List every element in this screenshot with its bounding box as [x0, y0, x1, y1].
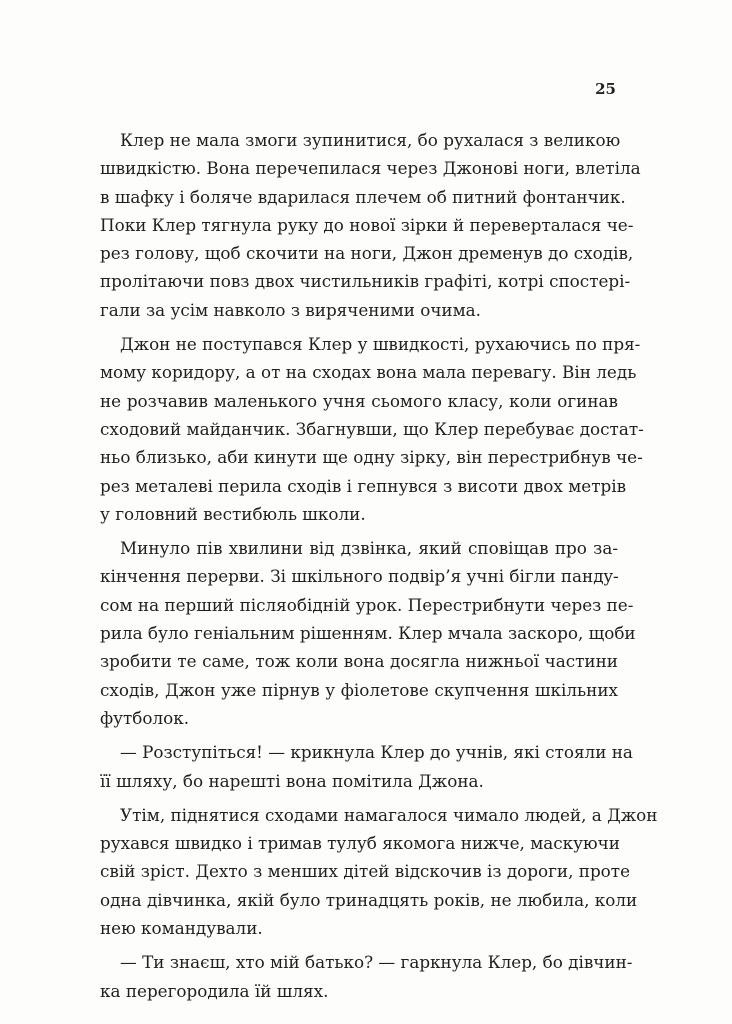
text-line: рез голову, щоб скочити на ноги, Джон дременув до сходів,	[100, 243, 634, 264]
text-line: нею командували.	[100, 918, 263, 939]
text-line: рез металеві перила сходів і гепнувся з висоти двох метрів	[100, 475, 627, 496]
text-line: ньо близько, аби кинути ще одну зірку, він перестрибнув че-	[100, 447, 643, 468]
text-line: Джон не поступався Клер у швидкості, рухаючись по пря-	[120, 334, 641, 355]
text-line: пролітаючи повз двох чистильників графіті, котрі спостері-	[100, 271, 631, 292]
paragraph	[100, 330, 644, 528]
body-text	[100, 126, 658, 1005]
text-line: рухався швидко і тримав тулуб якомога нижче, маскуючи	[100, 833, 620, 854]
text-line: зробити те саме, тож коли вона досягла нижньої частини	[100, 651, 618, 672]
text-line: швидкістю. Вона перечепилася через Джонові ноги, влетіла	[100, 158, 641, 179]
text-line: одна дівчинка, якій було тринадцять років, не любила, коли	[100, 889, 638, 910]
page-number: 25	[595, 80, 616, 98]
text-line: Утім, піднятися сходами намагалося чимало людей, а Джон	[120, 804, 658, 825]
text-line: в шафку і боляче вдарилася плечем об питний фонтанчик.	[100, 186, 626, 207]
text-line: свій зріст. Дехто з менших дітей відскочив із дороги, проте	[100, 861, 631, 882]
text-line: рила було геніальним рішенням. Клер мчала заскоро, щоби	[100, 623, 636, 644]
paragraph	[100, 126, 641, 324]
text-line: мому коридору, а от на сходах вона мала перевагу. Він ледь	[100, 362, 637, 383]
text-line: — Ти знаєш, хто мій батько? — гаркнула Клер, бо дівчин-	[120, 952, 633, 973]
text-line: ка перегородила їй шлях.	[100, 980, 329, 1001]
text-line: у головний вестибюль школи.	[100, 503, 366, 524]
text-line: сходовий майданчик. Збагнувши, що Клер перебуває достат-	[100, 418, 644, 439]
paragraph	[100, 534, 636, 732]
text-line: її шляху, бо нарешті вона помітила Джона.	[100, 770, 484, 791]
paragraph	[100, 738, 633, 795]
paragraph	[100, 948, 633, 1005]
paragraph	[100, 801, 658, 942]
text-line: — Розступіться! — крикнула Клер до учнів, які стояли на	[120, 742, 633, 763]
text-line: сходів, Джон уже пірнув у фіолетове скупчення шкільних	[100, 679, 618, 700]
text-line: сом на перший післяобідній урок. Перестрибнути через пе-	[100, 594, 634, 615]
text-line: не розчавив маленького учня сьомого класу, коли огинав	[100, 390, 618, 411]
text-line: Минуло пів хвилини від дзвінка, який сповіщав про за-	[120, 538, 618, 559]
text-line: футболок.	[100, 707, 190, 728]
text-line: кінчення перерви. Зі шкільного подвір’я учні бігли пандy-	[100, 566, 619, 587]
text-line: гали за усім навколо з виряченими очима.	[100, 299, 482, 320]
text-line: Клер не мала змоги зупинитися, бо рухалася з великою	[120, 130, 621, 150]
text-line: Поки Клер тягнула руку до нової зірки й переверталася че-	[100, 214, 634, 235]
